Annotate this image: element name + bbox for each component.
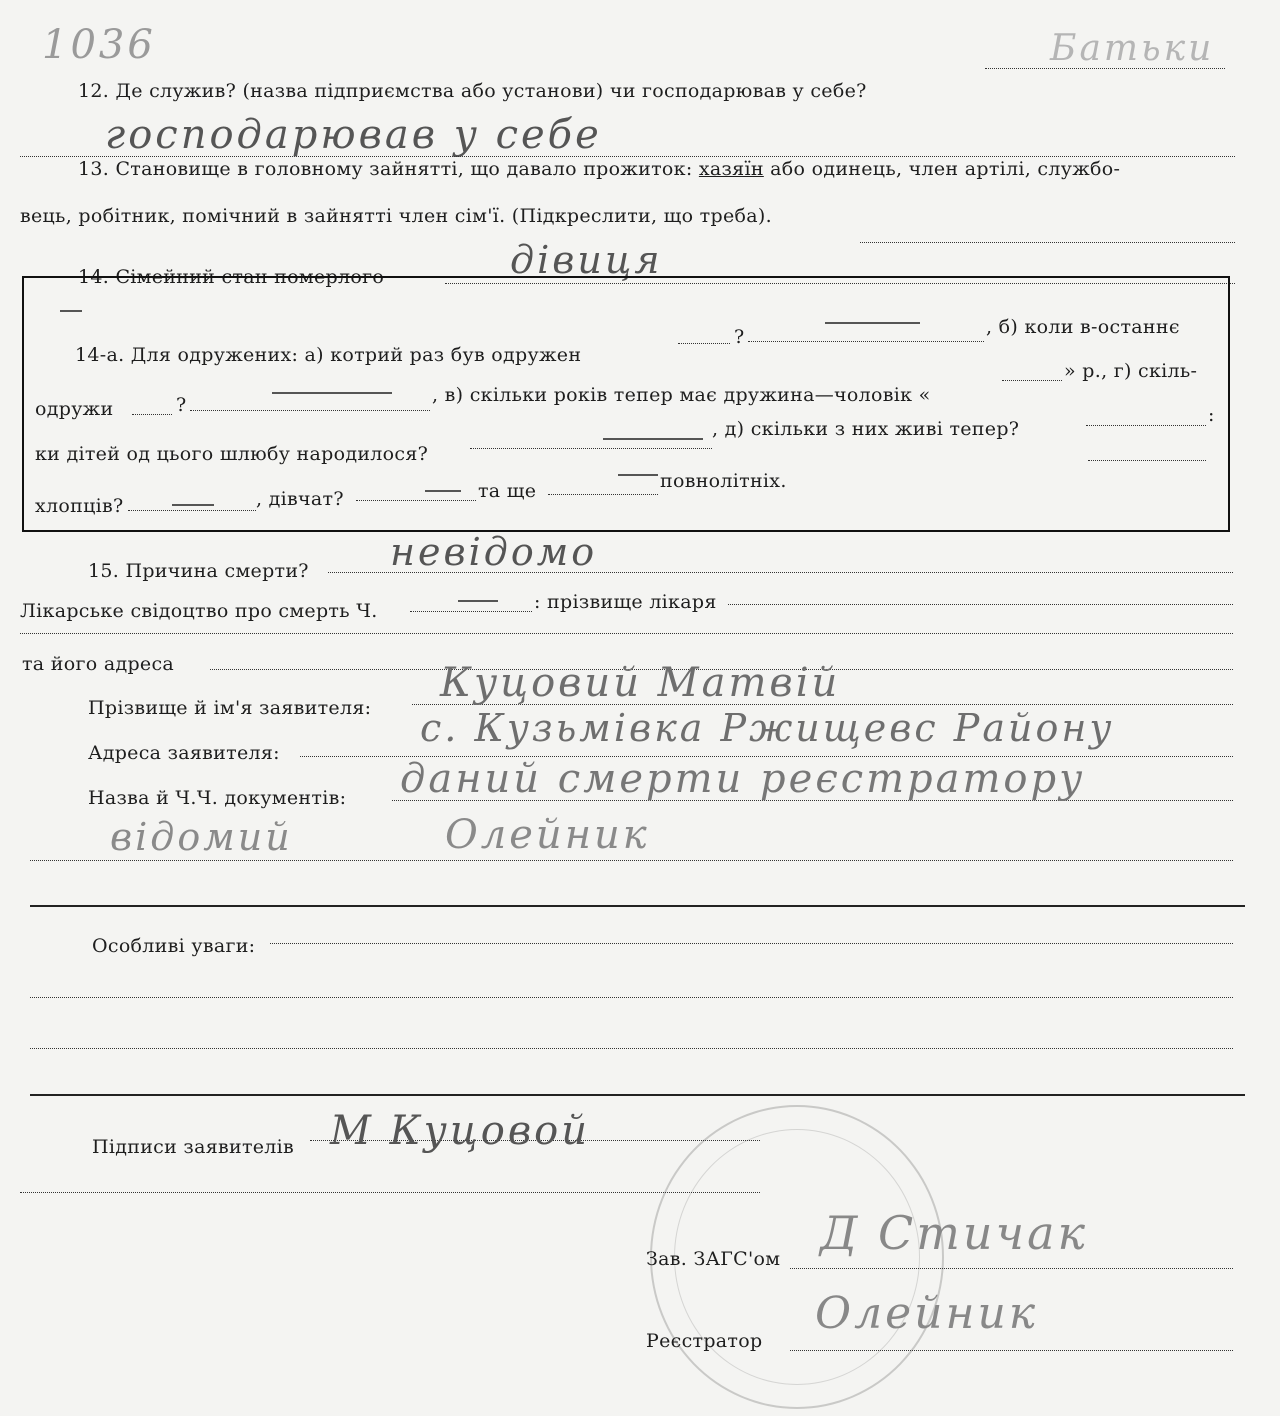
doctor-name-label: : прізвище лікаря [534,591,717,613]
q13-line1 [78,158,1120,180]
q14a-row1-q: ? [734,326,745,348]
q14a-row4-adults-label: повнолітніх. [660,470,787,492]
q14a-row4-boys-label: хлопців? [35,495,124,517]
q12-answer: господарював у себе [105,112,602,158]
q14a-row2-dots-2 [190,410,430,411]
q14a-row3-end: , д) скільки з них живі тепер? [712,418,1020,440]
q13-prefix: 13. Становище в головному зайнятті, що давало прожиток: [78,158,699,180]
certificate-number-dots [410,611,532,612]
registrar-dots [790,1350,1233,1351]
q14-answer: дівиця [510,238,663,282]
applicant-name-label: Прізвище й ім'я заявителя: [88,697,372,719]
q12-dotted-line [985,68,1225,69]
q14a-row2-dash [272,392,392,394]
q14a-row4-dash-1 [172,504,214,506]
q14a-row4-dots-3 [548,494,658,495]
applicant-address-value: с. Кузьмівка Ржищевс Району [420,706,1115,750]
applicants-signature-value: М Куцовой [330,1108,590,1154]
registrar-label: Реєстратор [646,1330,763,1352]
q13-line2: вець, робітник, помічний в зайнятті член сім'ї. (Підкреслити, що треба). [20,205,772,227]
q15-label: 15. Причина смерти? [88,560,309,582]
q14a-row4-girls-label: , дівчат? [256,488,344,510]
q12-answer-line [20,156,1235,157]
q14a-row3-dots-2 [1086,425,1206,426]
q14a-row1-end: , б) коли в-останнє [986,316,1180,338]
separator-line-1 [30,905,1245,907]
documents-line2-dots [30,860,1233,861]
registrar-signature: Олейник [815,1288,1039,1339]
documents-signature: Олейник [445,812,650,858]
doctor-address-label: та його адреса [22,653,175,675]
q14a-row2-end: » р., г) скіль- [1064,360,1198,382]
q13-underlined-option: хазяїн [698,158,764,180]
q14a-row3-start: ки дітей од цього шлюбу народилося? [35,443,429,465]
q14-label: 14. Сімейний стан померлого [78,266,385,288]
q12-label: 12. Де служив? (назва підприємства або установи) чи господарював у себе? [78,80,867,102]
doctor-extra-dots [20,633,1233,634]
applicant-name-value: Куцовий Матвій [440,660,841,706]
notes-label: Особливі уваги: [92,935,256,957]
notes-dots-1 [270,943,1233,944]
documents-value-line1: даний смерти реєстратору [400,756,1086,802]
q14a-row3-dash [603,438,703,440]
q14a-row4-more-label: та ще [478,480,537,502]
q13-line2-dots [860,242,1235,243]
notes-dots-3 [30,1048,1233,1049]
zags-head-label: Зав. ЗАГС'ом [646,1248,781,1270]
top-right-note: Батьки [1050,28,1215,69]
applicants-signature-dots-2 [20,1192,760,1193]
q13-suffix: або одинець, член артілі, службо- [763,158,1121,180]
q14a-row1-dots-1 [678,343,730,344]
notes-dots-2 [30,997,1233,998]
q14a-row4-dash-3 [618,474,658,476]
q14a-row3-dots-1 [470,448,712,449]
archive-number: 1036 [42,22,156,68]
q14a-row4-dots-1 [128,510,256,511]
q14a-row2-q: ? [176,394,187,416]
zags-head-signature: Д Стичак [820,1206,1088,1260]
q14a-row1-dash [825,322,920,324]
applicants-signature-label: Підписи заявителів [92,1136,295,1158]
separator-line-2 [30,1094,1245,1096]
documents-value-line2: відомий [110,815,293,859]
q14a-row4-dots-2 [356,500,476,501]
q14a-row1-dots-2 [748,341,984,342]
q14a-row3-colon: : [1208,404,1215,426]
box-edge-mark [60,310,82,312]
doctor-name-dots [728,604,1233,605]
certificate-dash [458,600,498,602]
q14a-row2-start: одружи [35,398,114,420]
documents-label: Назва й Ч.Ч. документів: [88,787,347,809]
q14a-row3-dots-3 [1088,460,1206,461]
applicant-address-label: Адреса заявителя: [88,742,280,764]
q14a-row2-mid: , в) скільки років тепер має дружина—чоловік « [432,384,931,406]
q15-answer: невідомо [390,530,598,574]
q14a-row4-dash-2 [425,490,461,492]
q14a-row2-dots-1 [132,414,172,415]
death-certificate-label: Лікарське свідоцтво про смерть Ч. [20,600,378,622]
zags-head-dots [790,1268,1233,1269]
q14a-row2-dots-3 [1002,380,1062,381]
q14a-row1-label: 14-а. Для одружених: а) котрий раз був одружен [75,344,582,366]
